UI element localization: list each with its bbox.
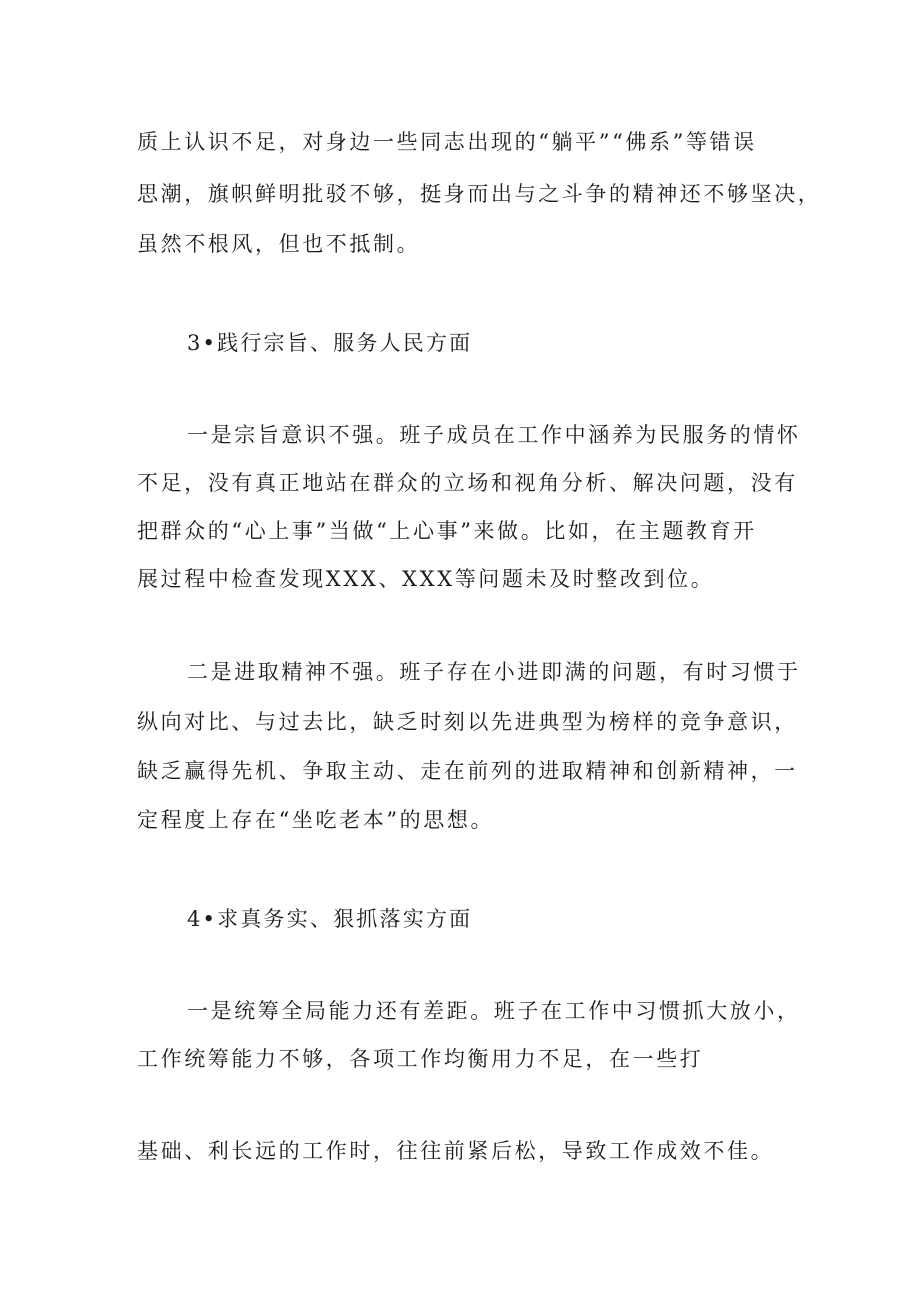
paragraph-1-line-1: 质上认识不足，对身边一些同志出现的“躺平”“佛系”等错误 xyxy=(137,130,757,154)
paragraph-3-line-4: 定程度上存在“坐吃老本”的思想。 xyxy=(137,808,495,832)
paragraph-4-line-2: 工作统筹能力不够，各项工作均衡用力不足，在一些打 xyxy=(137,1047,704,1071)
paragraph-2-line-2: 不足，没有真正地站在群众的立场和视角分析、解决问题，没有 xyxy=(137,471,798,495)
paragraph-4-line-1: 一是统筹全局能力还有差距。班子在工作中习惯抓大放小， xyxy=(187,999,801,1023)
paragraph-2-line-4: 展过程中检查发现XXX、XXX等问题未及时整改到位。 xyxy=(137,567,715,591)
paragraph-1-line-3: 虽然不根风，但也不抵制。 xyxy=(137,232,421,256)
paragraph-3-line-3: 缺乏赢得先机、争取主动、走在前列的进取精神和创新精神，一 xyxy=(137,759,798,783)
paragraph-3-line-2: 纵向对比、与过去比，缺乏时刻以先进典型为榜样的竞争意识， xyxy=(137,710,798,734)
section-heading-4: 4•求真务实、狠抓落实方面 xyxy=(187,907,473,931)
paragraph-2-line-1: 一是宗旨意识不强。班子成员在工作中涵养为民服务的情怀 xyxy=(187,423,801,447)
paragraph-1-line-2: 思潮，旗帜鲜明批驳不够，挺身而出与之斗争的精神还不够坚决， xyxy=(137,182,822,206)
paragraph-3-line-1: 二是进取精神不强。班子存在小进即满的问题，有时习惯于 xyxy=(187,660,801,684)
paragraph-2-line-3: 把群众的“心上事”当做“上心事”来做。比如，在主题教育开 xyxy=(137,519,757,543)
paragraph-5-line-1: 基础、利长远的工作时，往往前紧后松，导致工作成效不佳。 xyxy=(137,1139,775,1163)
section-heading-3: 3•践行宗旨、服务人民方面 xyxy=(187,331,473,355)
